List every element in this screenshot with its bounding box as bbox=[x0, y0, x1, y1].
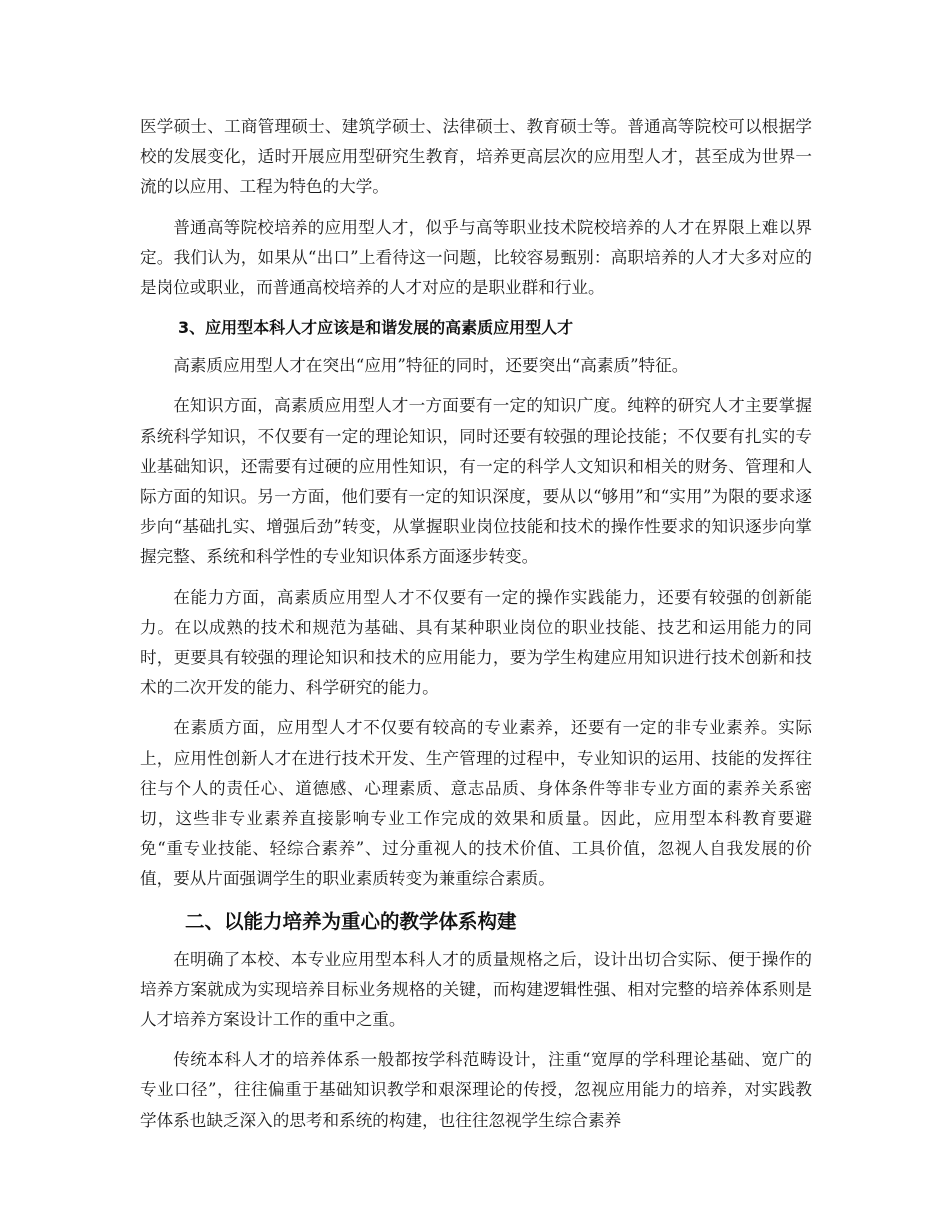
paragraph-talent-boundary: 普通高等院校培养的应用型人才，似乎与高等职业技术院校培养的人才在界限上难以界定。我们认为，如果从“出口”上看待这一问题，比较容易甄别：高职培养的人才大多对应的是岗位或职业，而普通高校培养的人才对应的是职业群和行业。 bbox=[140, 217, 812, 298]
paragraph-knowledge: 在知识方面，高素质应用型人才一方面要有一定的知识广度。纯粹的研究人才主要掌握系统科学知识，不仅要有一定的理论知识，同时还要有较强的理论技能；不仅要有扎实的专业基础知识，还需要有过硬的应用性知识，有一定的科学人文知识和相关的财务、管理和人际方面的知识。另一方面，他们要有一定的知识深度，要从以“够用”和“实用”为限的要求逐步向“基础扎实、增强后劲”转变，从掌握职业岗位技能和技术的操作性要求的知识逐步向掌握完整、系统和科学性的专业知识体系方面逐步转变。 bbox=[140, 396, 812, 567]
section-heading-2: 二、以能力培养为重心的教学体系构建 bbox=[185, 909, 517, 933]
document-body bbox=[140, 112, 812, 1146]
paragraph-training-plan: 在明确了本校、本专业应用型本科人才的质量规格之后，设计出切合实际、便于操作的培养方案就成为实现培养目标业务规格的关键，而构建逻辑性强、相对完整的培养体系则是人才培养方案设计工作的重中之重。 bbox=[140, 949, 812, 1030]
paragraph-ability: 在能力方面，高素质应用型人才不仅要有一定的操作实践能力，还要有较强的创新能力。在以成熟的技术和规范为基础、具有某种职业岗位的职业技能、技艺和运用能力的同时，更要具有较强的理论知识和技术的应用能力，要为学生构建应用知识进行技术创新和技术的二次开发的能力、科学研究的能力。 bbox=[140, 587, 812, 698]
paragraph-traditional-system: 传统本科人才的培养体系一般都按学科范畴设计，注重“宽厚的学科理论基础、宽广的专业口径”，往往偏重于基础知识教学和艰深理论的传授，忽视应用能力的培养，对实践教学体系也缺乏深入的思考和系统的构建，也往往忽视学生综合素养 bbox=[140, 1050, 812, 1130]
paragraph-high-quality-intro: 高素质应用型人才在突出“应用”特征的同时，还要突出“高素质”特征。 bbox=[173, 356, 689, 376]
paragraph-continued: 医学硕士、工商管理硕士、建筑学硕士、法律硕士、教育硕士等。普通高等院校可以根据学校的发展变化，适时开展应用型研究生教育，培养更高层次的应用型人才，甚至成为世界一流的以应用、工程为特色的大学。 bbox=[140, 117, 812, 197]
paragraph-quality: 在素质方面，应用型人才不仅要有较高的专业素养，还要有一定的非专业素养。实际上，应用性创新人才在进行技术开发、生产管理的过程中，专业知识的运用、技能的发挥往往与个人的责任心、道德感、心理素质、意志品质、身体条件等非专业方面的素养关系密切，这些非专业素养直接影响专业工作完成的效果和质量。因此，应用型本科教育要避免“重专业技能、轻综合素养”、过分重视人的技术价值、工具价值，忽视人自我发展的价值，要从片面强调学生的职业素质转变为兼重综合素质。 bbox=[140, 718, 812, 889]
subheading-3: 3、应用型本科人才应该是和谐发展的高素质应用型人才 bbox=[178, 318, 574, 338]
